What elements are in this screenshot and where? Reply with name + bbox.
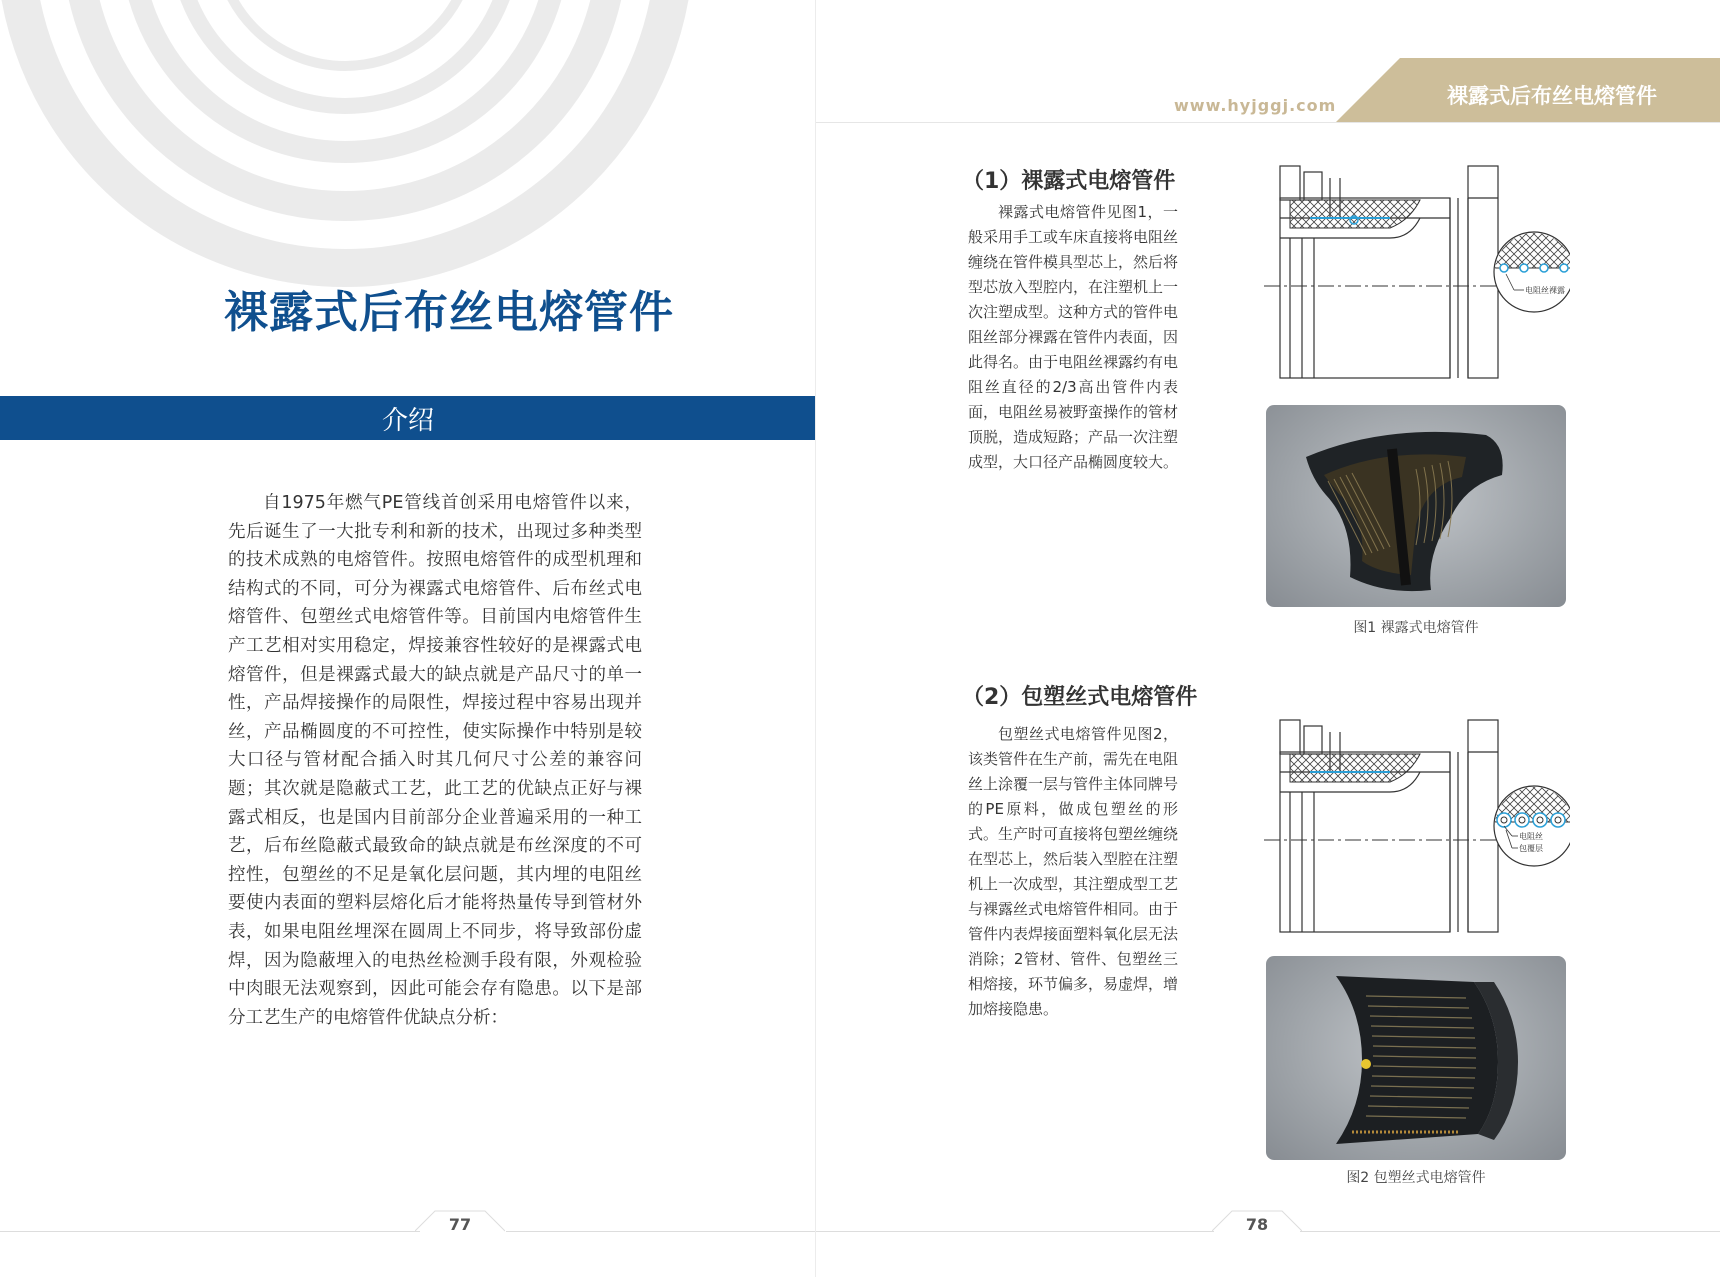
footer-divider xyxy=(1300,1231,1720,1232)
figure1-caption: 图1 裸露式电熔管件 xyxy=(1353,620,1479,636)
figure2-fitting-image xyxy=(1266,956,1566,1160)
section1-body xyxy=(968,200,1178,475)
header-label: 裸露式后布丝电熔管件 xyxy=(1447,84,1657,108)
section2-heading: （2）包塑丝式电熔管件 xyxy=(962,685,1198,710)
left-page xyxy=(0,0,816,1277)
page-number: 77 xyxy=(448,1214,472,1234)
figure2-label-coating: 包覆层 xyxy=(1519,844,1543,853)
figure2-label-wire: 电阻丝 xyxy=(1519,832,1543,841)
section2-paragraph: 包塑丝式电熔管件见图2，该类管件在生产前，需先在电阻丝上涂覆一层与管件主体同牌号的PE原料，做成包塑丝的形式。生产时可直接将包塑丝缠绕在型芯上，然后装入型腔在注塑机上一次成型，其注塑成型工艺与裸露丝式电熔管件相同。由于管件内表焊接面塑料氧化层无法消除；2管材、管件、包塑丝三相熔接，环节偏多，易虚焊，增加熔接隐患。 xyxy=(968,725,1179,1018)
footer-divider xyxy=(816,1231,1214,1232)
right-page xyxy=(816,0,1720,1277)
section2-body xyxy=(968,722,1178,1022)
figure1-label: 电阻丝裸露 xyxy=(1525,286,1565,295)
intro-body xyxy=(228,489,642,1032)
site-url: www.hyjggj.com xyxy=(1174,96,1337,115)
figure2-photo xyxy=(1266,956,1566,1160)
page-number-badge xyxy=(415,1205,505,1243)
footer-divider xyxy=(506,1231,816,1232)
intro-heading: 介绍 xyxy=(381,405,434,436)
page-title: 裸露式后布丝电熔管件 xyxy=(224,287,674,338)
footer-divider xyxy=(0,1231,420,1232)
intro-section-bar xyxy=(0,396,816,440)
figure1-fitting-image xyxy=(1266,405,1566,607)
section1-paragraph: 裸露式电熔管件见图1，一般采用手工或车床直接将电阻丝缠绕在管件模具型芯上，然后将型芯放入型腔内，在注塑机上一次注塑成型。这种方式的管件电阻丝部分裸露在管件内表面，因此得名。由于电阻丝裸露约有电阻丝直径的2/3高出管件内表面，电阻丝易被野蛮操作的管材顶脱，造成短路；产品一次注塑成型，大口径产品椭圆度较大。 xyxy=(968,203,1179,471)
figure2-caption: 图2 包塑丝式电熔管件 xyxy=(1346,1170,1486,1186)
figure1-photo xyxy=(1266,405,1566,607)
page-number: 78 xyxy=(1245,1214,1269,1234)
intro-paragraph: 自1975年燃气PE管线首创采用电熔管件以来，先后诞生了一大批专利和新的技术，出现过多种类型的技术成熟的电熔管件。按照电熔管件的成型机理和结构式的不同，可分为裸露式电熔管件、后布丝式电熔管件、包塑丝式电熔管件等。目前国内电熔管件生产工艺相对实用稳定，焊接兼容性较好的是裸露式电熔管件，但是裸露式最大的缺点就是产品尺寸的单一性，产品焊接操作的局限性，焊接过程中容易出现并丝，产品椭圆度的不可控性，使实际操作中特别是较大口径与管材配合插入时其几何尺寸公差的兼容问题；其次就是隐蔽式工艺，此工艺的优缺点正好与裸露式相反，也是国内目前部分企业普遍采用的一种工艺，后布丝隐蔽式最致命的缺点就是布丝深度的不可控性，包塑丝的不足是氧化层问题，其内埋的电阻丝要使内表面的塑料层熔化后才能将热量传导到管材外表，如果电阻丝埋深在圆周上不同步，将导致部份虚焊，因为隐蔽埋入的电热丝检测手段有限，外观检验中肉眼无法观察到，因此可能会存有隐患。以下是部分工艺生产的电熔管件优缺点分析： xyxy=(228,493,642,1028)
page-number-badge xyxy=(1212,1205,1302,1243)
figure1-cross-section-diagram xyxy=(1250,158,1570,390)
section1-heading: （1）裸露式电熔管件 xyxy=(962,169,1176,194)
figure2-cross-section-diagram xyxy=(1250,712,1570,944)
